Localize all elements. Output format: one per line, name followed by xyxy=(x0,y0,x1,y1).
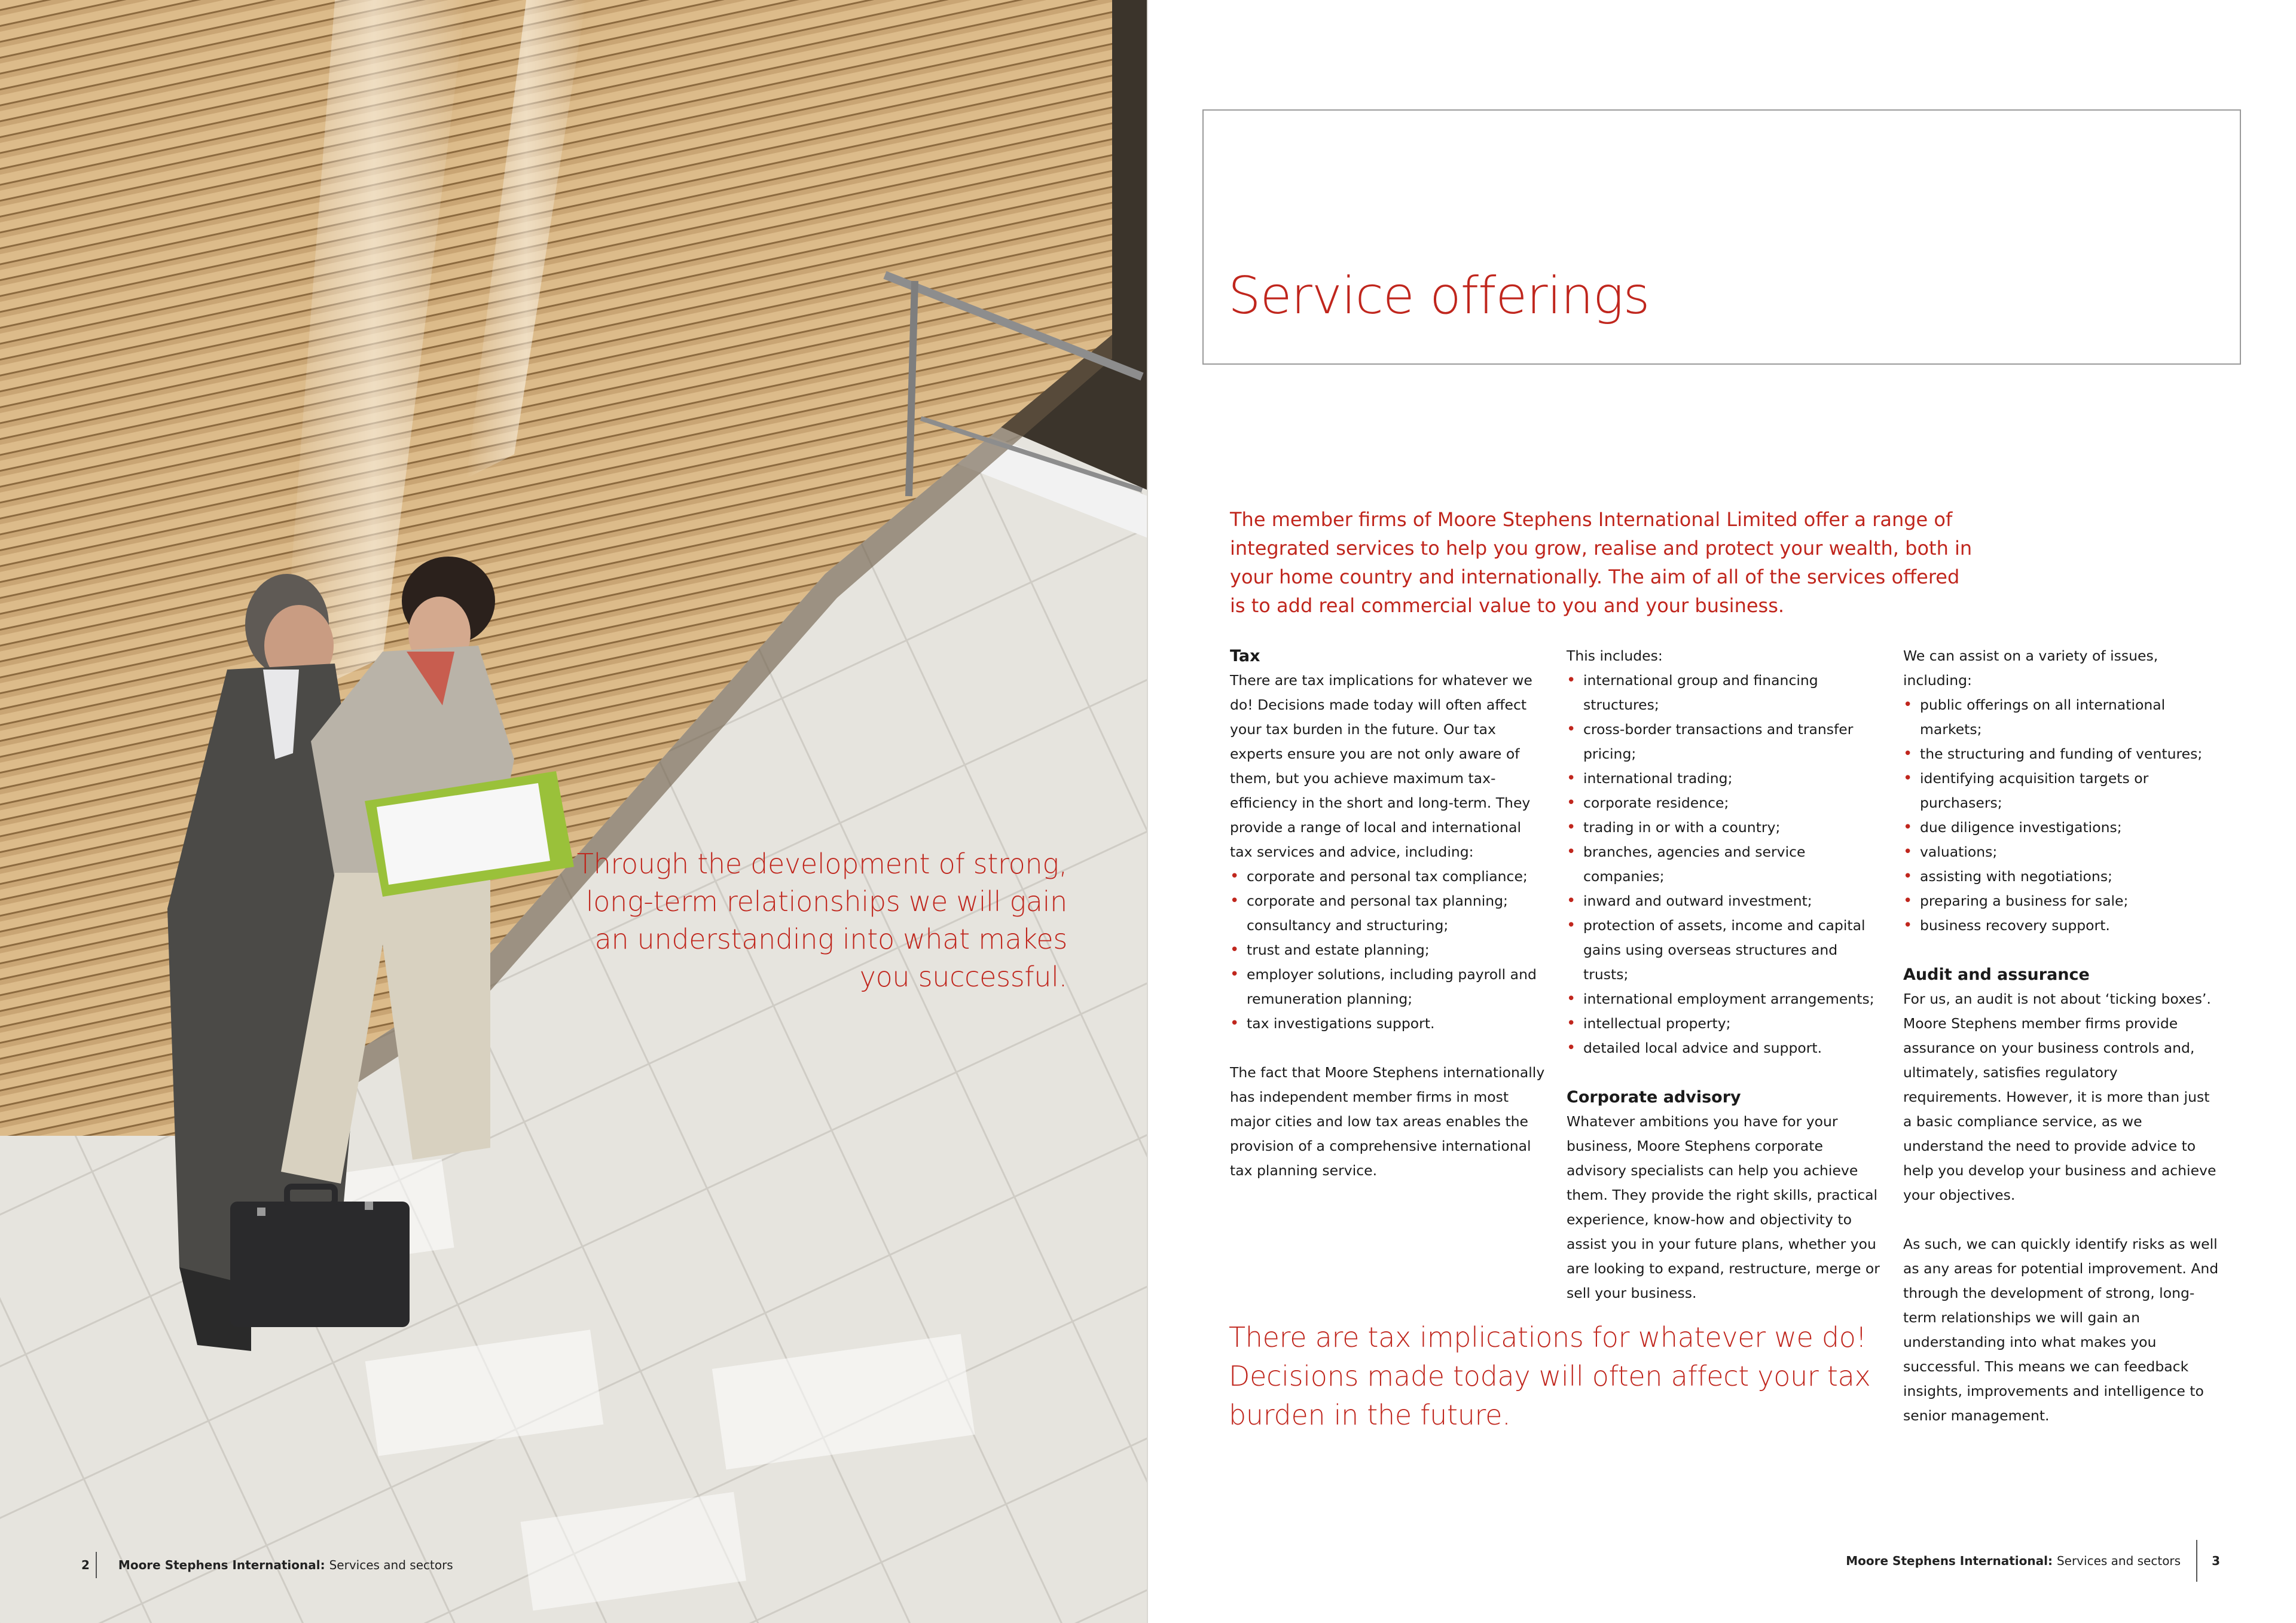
issues-lead: We can assist on a variety of issues, including: xyxy=(1903,647,2158,689)
list-item: • branches, agencies and service companies; xyxy=(1567,840,1883,889)
list-item: • identifying acquisition targets or purchasers; xyxy=(1903,766,2220,815)
issues-list xyxy=(1903,693,2220,938)
intro-paragraph: The member firms of Moore Stephens International Limited offer a range of integrated services to help you grow, realise and protect your wealth, both in your home country and internationally. The aim of all of the services offered is to add real commercial value to you and your business. xyxy=(1230,508,1973,617)
tax-heading: Tax xyxy=(1230,647,1260,665)
list-item: • due diligence investigations; xyxy=(1903,815,2220,840)
list-item: • international group and financing structures; xyxy=(1567,668,1883,717)
corporate-advisory-heading: Corporate advisory xyxy=(1567,1088,1741,1107)
list-item: • the structuring and funding of ventures; xyxy=(1903,742,2220,766)
footer-divider xyxy=(96,1552,97,1578)
page-number: 3 xyxy=(2212,1554,2220,1568)
corporate-advisory-paragraph: Whatever ambitions you have for your business, Moore Stephens corporate advisory specialists can help you achieve them. They provide the right skills, practical experience, know-how and objectivity to assist you in your future plans, whether you are looking to expand, restructure, merge or sell your business. xyxy=(1567,1113,1880,1301)
list-item: • intellectual property; xyxy=(1567,1011,1883,1036)
left-footer xyxy=(81,1553,453,1577)
list-item: • business recovery support. xyxy=(1903,913,2220,938)
right-pull-quote: There are tax implications for whatever we do! Decisions made today will often affect your tax burden in the future. xyxy=(1229,1321,1871,1431)
list-item: • protection of assets, income and capital gains using overseas structures and trusts; xyxy=(1567,913,1883,987)
tax-list xyxy=(1230,864,1547,1036)
page-number: 2 xyxy=(81,1558,90,1572)
list-item: • cross-border transactions and transfer pricing; xyxy=(1567,717,1883,766)
list-item: • trust and estate planning; xyxy=(1230,938,1547,962)
footer-brand: Moore Stephens International: xyxy=(1846,1554,2053,1568)
list-item: • valuations; xyxy=(1903,840,2220,864)
page-title: Service offerings xyxy=(1228,266,1650,326)
audit-paragraph-2: As such, we can quickly identify risks as well as any areas for potential improvement. And through the development of strong, long-term relationships we will gain an understanding into what makes you successful. This means we can feedback insights, improvements and intelligence to senior management. xyxy=(1903,1236,2219,1424)
tax-closing-paragraph: The fact that Moore Stephens internationally has independent member firms in most major cities and low tax areas enables the provision of a comprehensive international tax planning service. xyxy=(1230,1064,1545,1179)
footer-subtitle: Services and sectors xyxy=(329,1558,453,1572)
left-pull-quote: Through the development of strong, long-term relationships we will gain an understanding into what makes you successful. xyxy=(576,848,1067,993)
list-item: • assisting with negotiations; xyxy=(1903,864,2220,889)
list-item: • tax investigations support. xyxy=(1230,1011,1547,1036)
audit-heading: Audit and assurance xyxy=(1903,965,2090,984)
audit-paragraph-1: For us, an audit is not about ‘ticking boxes’. Moore Stephens member firms provide assurance on your business controls and, ultimately, satisfies regulatory requirements. However, it is more than just a basic compliance service, as we understand the need to provide advice to help you develop your business and achieve your objectives. xyxy=(1903,991,2216,1203)
title-frame xyxy=(1202,109,2241,365)
list-item: • corporate and personal tax planning; consultancy and structuring; xyxy=(1230,889,1547,938)
right-page xyxy=(1148,0,2296,1623)
list-item: • detailed local advice and support. xyxy=(1567,1036,1883,1060)
list-item: • corporate and personal tax compliance; xyxy=(1230,864,1547,889)
list-item: • trading in or with a country; xyxy=(1567,815,1883,840)
list-item: • public offerings on all international markets; xyxy=(1903,693,2220,742)
list-item: • employer solutions, including payroll and remuneration planning; xyxy=(1230,962,1547,1011)
list-item: • preparing a business for sale; xyxy=(1903,889,2220,913)
column-issues-audit xyxy=(1903,644,2220,1428)
right-footer xyxy=(1846,1540,2220,1582)
footer-brand: Moore Stephens International: xyxy=(118,1558,325,1572)
list-item: • international employment arrangements; xyxy=(1567,987,1883,1011)
column-tax xyxy=(1230,644,1547,1183)
footer-divider xyxy=(2196,1540,2197,1582)
briefcase xyxy=(230,1187,410,1327)
list-item: • inward and outward investment; xyxy=(1567,889,1883,913)
footer-subtitle: Services and sectors xyxy=(2056,1554,2181,1568)
includes-lead: This includes: xyxy=(1567,647,1663,664)
list-item: • international trading; xyxy=(1567,766,1883,791)
list-item: • corporate residence; xyxy=(1567,791,1883,815)
tax-paragraph: There are tax implications for whatever we do! Decisions made today will often affect your tax burden in the future. Our tax experts ensure you are not only aware of them, but you achieve maximum tax-efficiency in the short and long-term. They provide a range of local and international tax services and advice, including: xyxy=(1230,672,1532,860)
column-includes xyxy=(1567,644,1883,1306)
includes-list xyxy=(1567,668,1883,1060)
